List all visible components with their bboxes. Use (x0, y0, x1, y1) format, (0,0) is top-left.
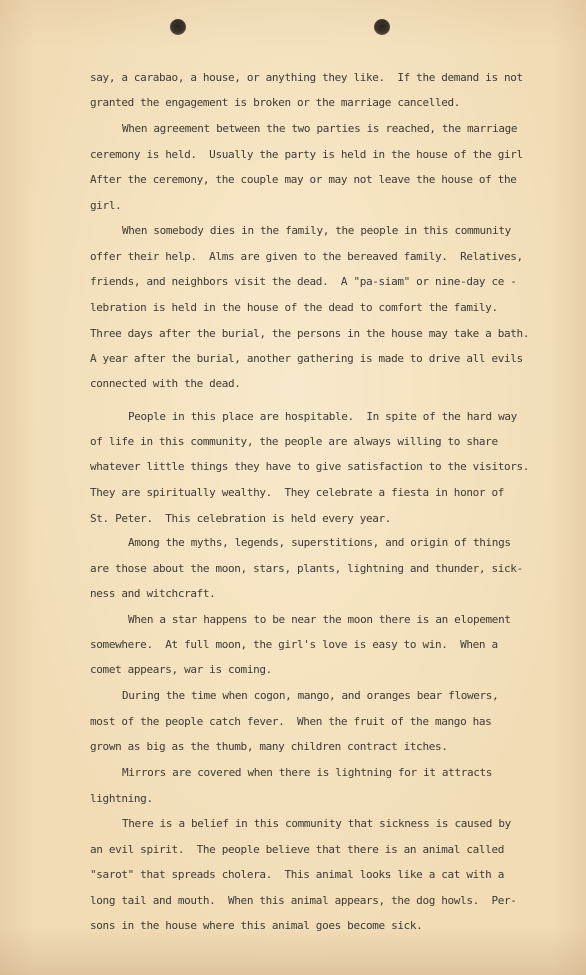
text-line: comet appears, war is coming. (90, 663, 272, 676)
text-line: granted the engagement is broken or the marriage cancelled. (90, 96, 461, 109)
text-line: an evil spirit. The people believe that there is an animal called (90, 843, 504, 856)
text-line: offer their help. Alms are given to the bereaved family. Relatives, (90, 250, 523, 263)
text-line: Mirrors are covered when there is lightning for it attracts (122, 766, 493, 779)
text-line: long tail and mouth. When this animal appears, the dog howls. Per- (90, 894, 517, 907)
text-line: They are spiritually wealthy. They celebrate a fiesta in honor of (90, 486, 504, 499)
text-line: Among the myths, legends, superstitions, and origin of things (128, 536, 511, 549)
text-line: lightning. (90, 792, 153, 805)
text-line: People in this place are hospitable. In spite of the hard way (128, 410, 517, 423)
text-line: A year after the burial, another gathering is made to drive all evils (90, 352, 523, 365)
text-line: During the time when cogon, mango, and oranges bear flowers, (122, 689, 499, 702)
text-line: grown as big as the thumb, many children contract itches. (90, 740, 448, 753)
text-line: are those about the moon, stars, plants, lightning and thunder, sick- (90, 562, 523, 575)
text-line: say, a carabao, a house, or anything they like. If the demand is not (90, 71, 523, 84)
text-line: somewhere. At full moon, the girl's love is easy to win. When a (90, 638, 498, 651)
text-line: girl. (90, 199, 122, 212)
text-line: most of the people catch fever. When the fruit of the mango has (90, 715, 492, 728)
text-line: sons in the house where this animal goes become sick. (90, 919, 423, 932)
text-line: Three days after the burial, the persons in the house may take a bath. (90, 327, 530, 340)
text-line: of life in this community, the people are always willing to share (90, 435, 498, 448)
text-line: When agreement between the two parties is reached, the marriage (122, 122, 518, 135)
text-line: After the ceremony, the couple may or may not leave the house of the (90, 173, 517, 186)
text-line: friends, and neighbors visit the dead. A "pa-siam" or nine-day ce - (90, 275, 517, 288)
text-line: When a star happens to be near the moon there is an elopement (128, 613, 511, 626)
text-line: ceremony is held. Usually the party is held in the house of the girl (90, 148, 523, 161)
text-line: When somebody dies in the family, the people in this community (122, 224, 511, 237)
text-line: "sarot" that spreads cholera. This animal looks like a cat with a (90, 868, 504, 881)
text-line: connected with the dead. (90, 377, 241, 390)
text-line: There is a belief in this community that sickness is caused by (122, 817, 511, 830)
text-line: whatever little things they have to give satisfaction to the visitors. (90, 460, 530, 473)
text-line: ness and witchcraft. (90, 587, 216, 600)
text-line: lebration is held in the house of the dead to comfort the family. (90, 301, 498, 314)
text-line: St. Peter. This celebration is held every year. (90, 512, 392, 525)
